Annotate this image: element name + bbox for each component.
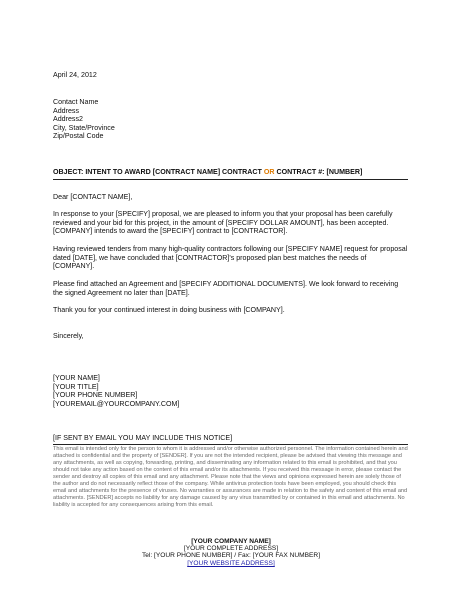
recipient-city-state: City, State/Province <box>53 123 115 132</box>
subject-line <box>53 168 362 176</box>
email-notice-heading: [IF SENT BY EMAIL YOU MAY INCLUDE THIS NOTICE] <box>53 434 233 442</box>
notice-divider <box>53 444 408 445</box>
signature-title: [YOUR TITLE] <box>53 382 99 391</box>
footer-company-name: [YOUR COMPANY NAME] <box>191 538 271 545</box>
recipient-address2: Address2 <box>53 115 83 124</box>
letter-date: April 24, 2012 <box>53 71 97 79</box>
recipient-zip: Zip/Postal Code <box>53 132 104 141</box>
body-paragraph-4: Thank you for your continued interest in doing business with [COMPANY]. <box>53 306 285 314</box>
body-paragraph-1: In response to your [SPECIFY] proposal, we are pleased to inform you that your proposal has been carefully reviewed and your bid for this project, in the amount of [SPECIFY DOLLAR AMOUNT], has been accepted. [COMPANY] intends to award the [SPECIFY] contract to [CONTRACTOR]. <box>53 210 393 236</box>
signature-email: [YOUREMAIL@YOURCOMPANY.COM] <box>53 399 180 408</box>
recipient-address: Address <box>53 106 80 115</box>
subject-or: OR <box>263 168 275 176</box>
closing: Sincerely, <box>53 332 84 340</box>
subject-divider <box>53 179 408 180</box>
body-paragraph-2: Having reviewed tenders from many high-quality contractors following our [SPECIFY NAME] request for proposal dated [DATE], we have concluded that [CONTRACTOR]'s proposed plan best matches the needs of [COMPANY]. <box>53 245 408 271</box>
signature-phone: [YOUR PHONE NUMBER] <box>53 391 138 400</box>
salutation: Dear [CONTACT NAME], <box>53 193 133 201</box>
footer-address: [YOUR COMPLETE ADDRESS] <box>183 545 279 552</box>
subject-part2: CONTRACT #: [NUMBER] <box>274 168 363 176</box>
signature-name: [YOUR NAME] <box>53 374 100 382</box>
body-paragraph-3: Please find attached an Agreement and [SPECIFY ADDITIONAL DOCUMENTS]. We look forward to receiving the signed Agreement no later than [DATE]. <box>53 280 399 297</box>
subject-part1: OBJECT: INTENT TO AWARD [CONTRACT NAME] CONTRACT <box>53 168 264 176</box>
footer-tel-fax: Tel: [YOUR PHONE NUMBER] / Fax: [YOUR FAX NUMBER] <box>141 552 321 559</box>
recipient-name: Contact Name <box>53 98 99 106</box>
email-notice-body: This email is intended only for the person to whom it is addressed and/or otherwise authorized personnel. The information contained herein and attached is confidential and the property of [SENDER]. If you are not the intended recipient, please be advised that viewing this message and any attachments, as well as copying, forwarding, printing, and disseminating any information related to this email is prohibited, and that you should not take any action based on the content of this email and/or its attachments. If you received this message in error, please contact the sender and destroy all copies of this email and any attachment. Please note that the views and opinions expressed herein are solely those of the author and do not necessarily reflect those of the company. While antivirus protection tools have been employed, you should check this email and attachments for the presence of viruses. No warranties or assurances are made in relation to the safety and content of this email and attachments. [SENDER] accepts no liability for any damage caused by any virus transmitted by or contained in this email and attachments. No liability is accepted for any consequences arising from this email. <box>53 446 408 509</box>
footer-website-link[interactable]: [YOUR WEBSITE ADDRESS] <box>187 560 275 567</box>
